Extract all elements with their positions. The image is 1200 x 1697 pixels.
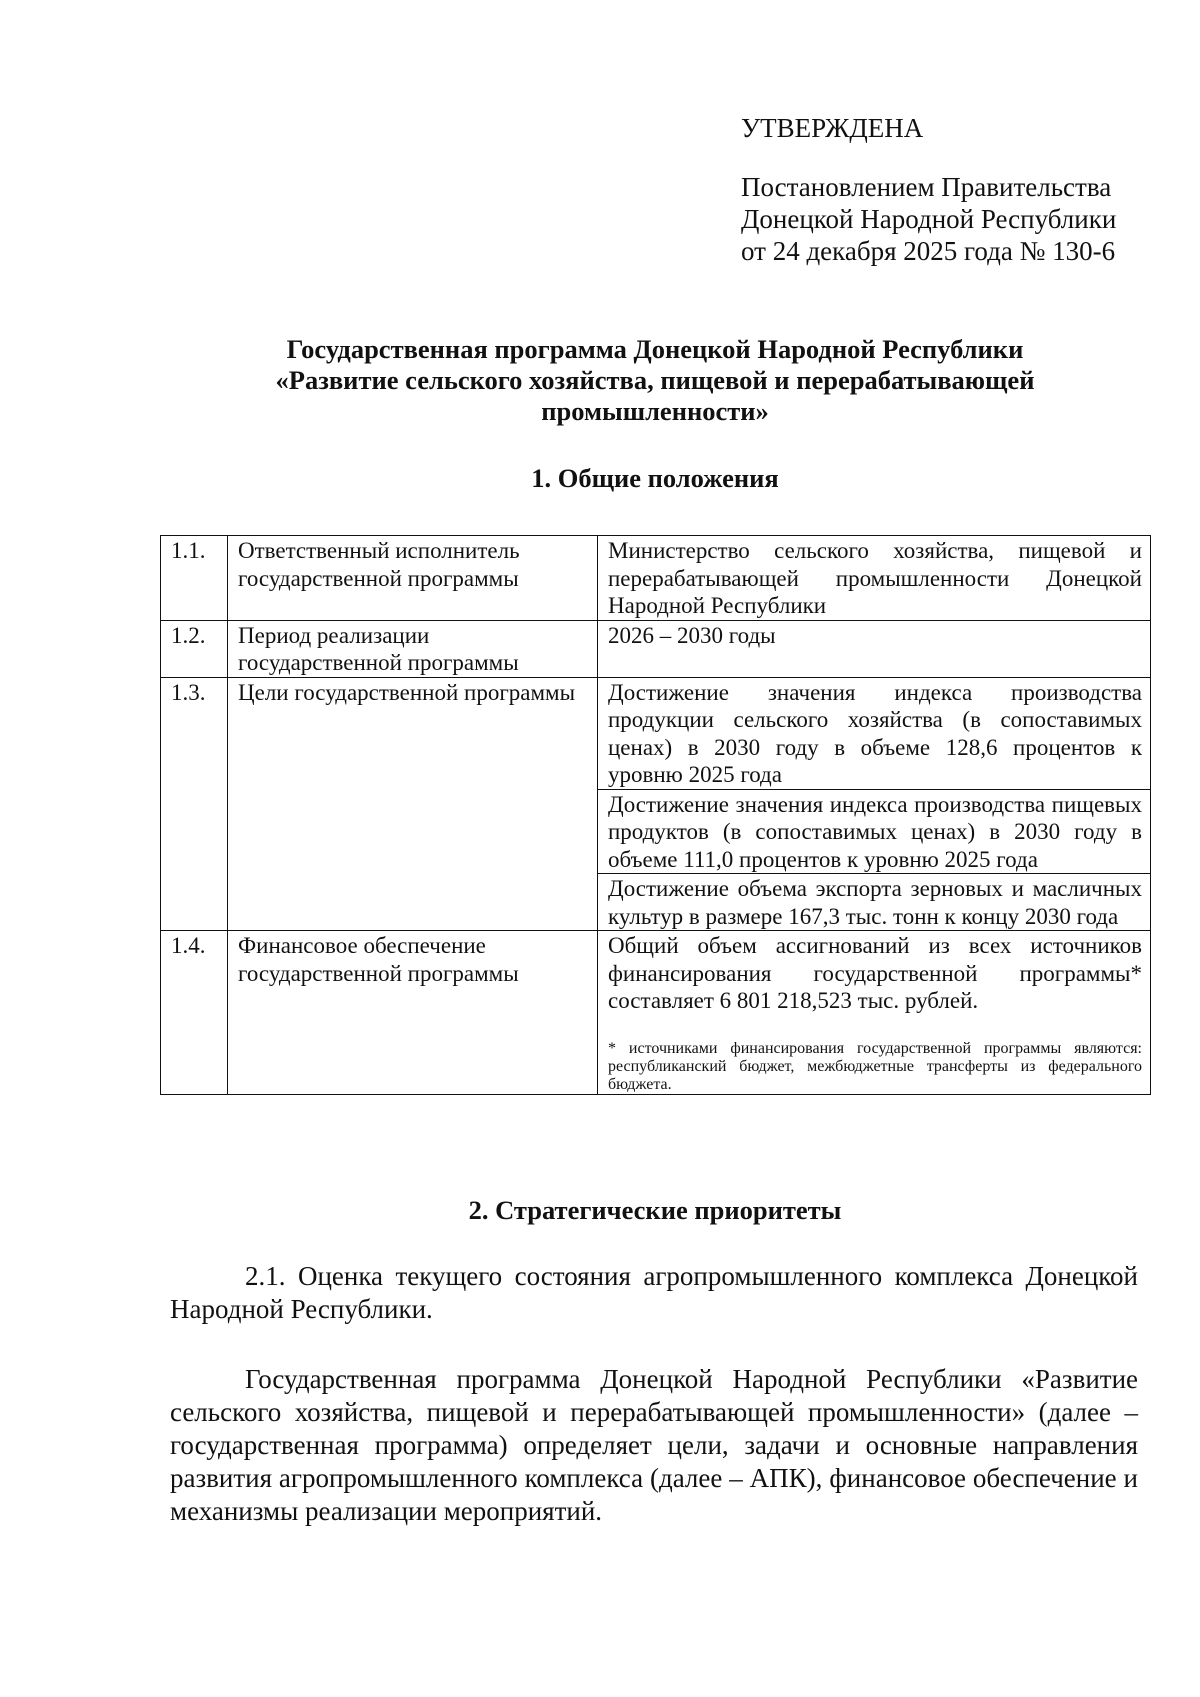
section-1-heading: 1. Общие положения	[531, 463, 779, 493]
financing-cell	[598, 931, 1151, 1095]
goal-1: Достижение значения индекса производства продукции сельского хозяйства (в сопоставимых ценах) в 2030 году в объеме 128,6 процентов к уровню 2025 года	[598, 677, 1151, 789]
financing-footnote: * источниками финансирования государственной программы являются: республиканский бюджет, межбюджетные трансферты из федерального бюджета.	[608, 1039, 1142, 1093]
row-label: Период реализации государственной программы	[228, 620, 598, 677]
approval-line-1: Постановлением Правительства	[741, 172, 1112, 202]
row-number: 1.3.	[161, 677, 228, 931]
approval-status: УТВЕРЖДЕНА	[741, 113, 924, 143]
document-title-line-2: «Развитие сельского хозяйства, пищевой и перерабатывающей	[275, 365, 1035, 395]
row-number: 1.2.	[161, 620, 228, 677]
table-row	[161, 677, 1151, 789]
row-label: Финансовое обеспечение государственной программы	[228, 931, 598, 1095]
goal-2: Достижение значения индекса производства пищевых продуктов (в сопоставимых ценах) в 2030 году в объеме 111,0 процентов к уровню 2025 года	[598, 789, 1151, 874]
general-provisions-table	[160, 535, 1151, 1095]
table-row	[161, 931, 1151, 1095]
row-label: Ответственный исполнитель государственной программы	[228, 536, 598, 621]
document-title	[160, 334, 1150, 427]
goal-3: Достижение объема экспорта зерновых и масличных культур в размере 167,3 тыс. тонн к концу 2030 года	[598, 874, 1151, 931]
section-2-heading: 2. Стратегические приоритеты	[468, 1195, 842, 1225]
row-value: 2026 – 2030 годы	[598, 620, 1151, 677]
row-number: 1.1.	[161, 536, 228, 621]
paragraph-program-description: Государственная программа Донецкой Народной Республики «Развитие сельского хозяйства, пищевой и перерабатывающей промышленности» (далее – государственная программа) определяет цели, задачи и основные направления развития агропромышленного комплекса (далее – АПК), финансовое обеспечение и механизмы реализации мероприятий.	[170, 1364, 1138, 1526]
document-title-line-3: промышленности»	[541, 396, 769, 426]
row-label: Цели государственной программы	[228, 677, 598, 931]
paragraph-2-1: 2.1. Оценка текущего состояния агропромышленного комплекса Донецкой Народной Республики.	[170, 1261, 1138, 1324]
approval-stamp	[741, 112, 1116, 267]
financing-value: Общий объем ассигнований из всех источников финансирования государственной программы* составляет 6 801 218,523 тыс. рублей.	[608, 933, 1142, 1013]
row-value: Министерство сельского хозяйства, пищевой и перерабатывающей промышленности Донецкой Народной Республики	[598, 536, 1151, 621]
row-number: 1.4.	[161, 931, 228, 1095]
approval-line-3: от 24 декабря 2025 года № 130-6	[741, 236, 1116, 266]
approval-line-2: Донецкой Народной Республики	[741, 204, 1117, 234]
document-title-line-1: Государственная программа Донецкой Народной Республики	[286, 334, 1024, 364]
table-row	[161, 620, 1151, 677]
table-row	[161, 536, 1151, 621]
